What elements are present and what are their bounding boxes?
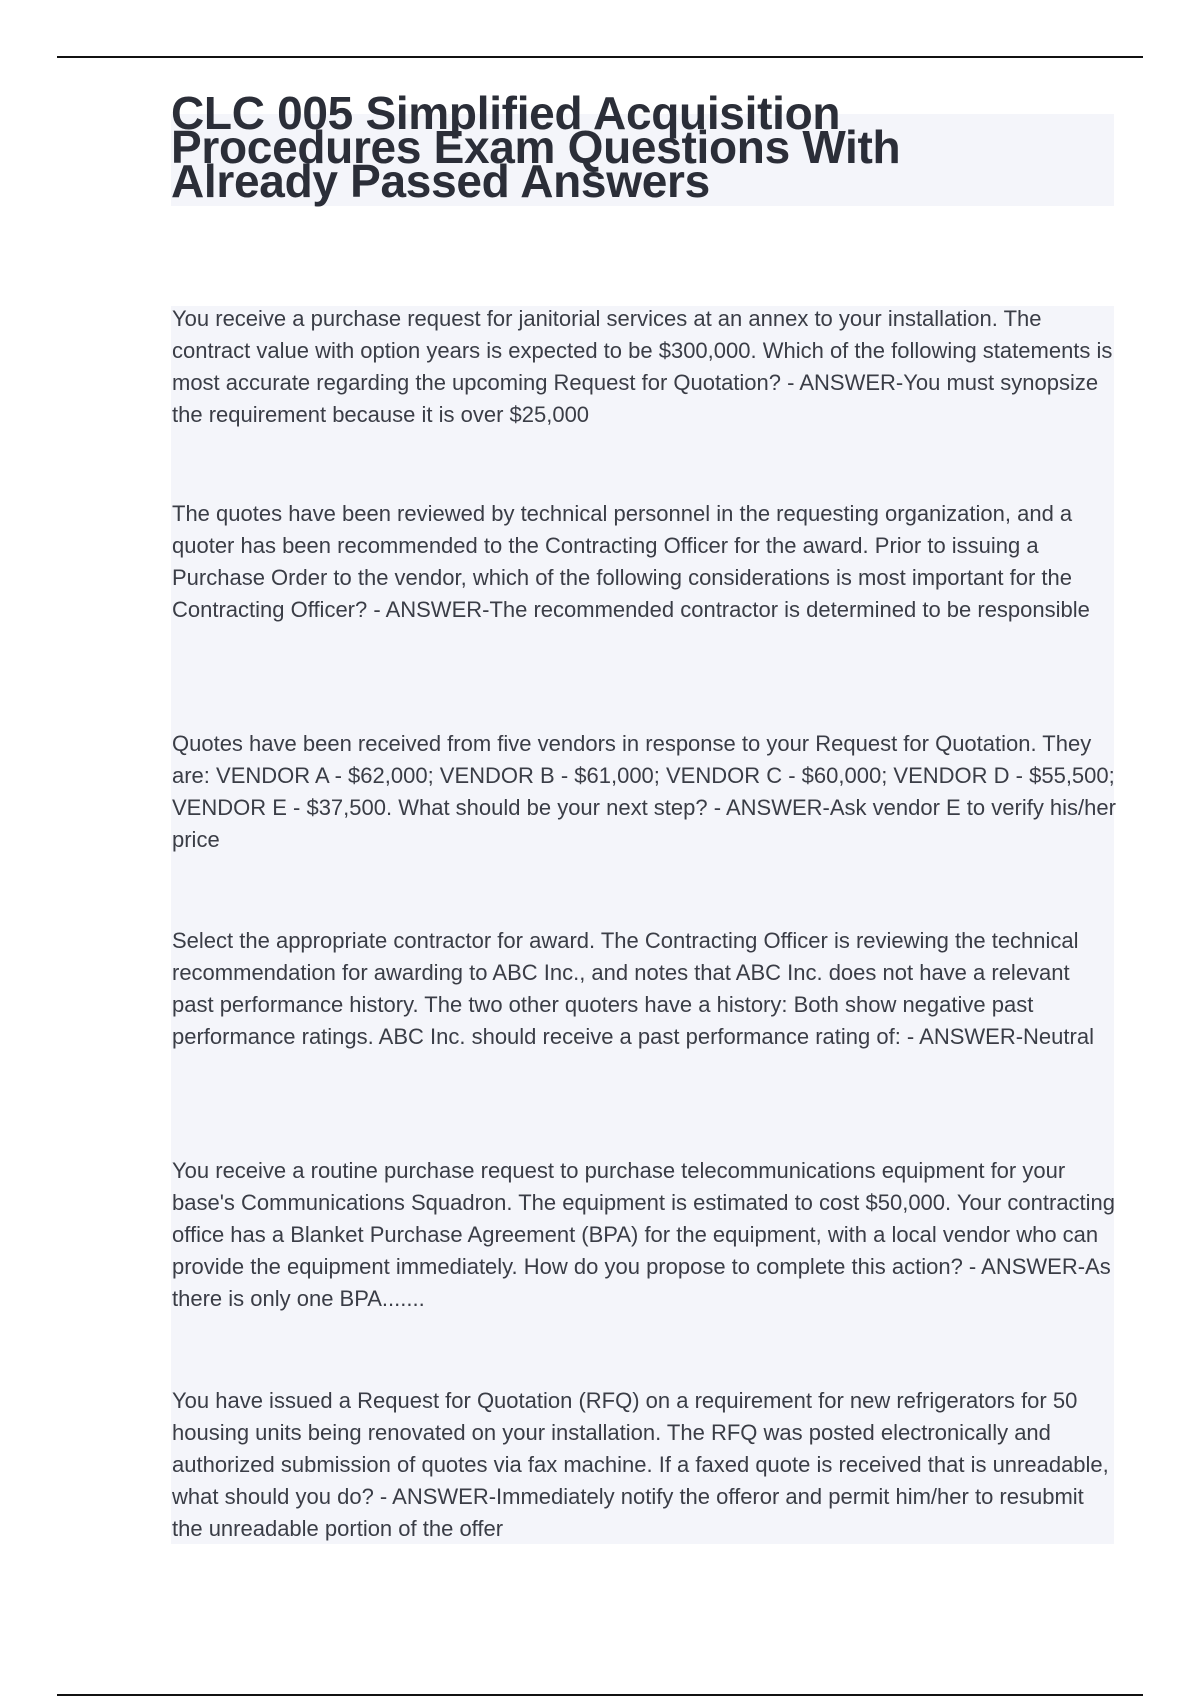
qa-item: You receive a purchase request for janitorial services at an annex to your installation. The contract value with option years is expected to be $300,000. Which of the following statements is most accurate regarding the upcoming Request for Quotation? - ANSWER-You must synopsize the requirement because it is over $25,000 xyxy=(172,306,1113,427)
qa-item: You have issued a Request for Quotation (RFQ) on a requirement for new refrigerators for 50 housing units being renovated on your installation. The RFQ was posted electronically and authorized submission of quotes via fax machine. If a faxed quote is received that is unreadable, what should you do? - ANSWER-Immediately notify the offeror and permit him/her to resubmit the unreadable portion of the offer xyxy=(172,1388,1109,1541)
document-title: CLC 005 Simplified Acquisition Procedures Exam Questions With Already Passed Answers xyxy=(171,87,901,207)
qa-item: Select the appropriate contractor for award. The Contracting Officer is reviewing the technical recommendation for awarding to ABC Inc., and notes that ABC Inc. does not have a relevant past performance history. The two other quoters have a history: Both show negative past performance ratings. ABC Inc. should receive a past performance rating of: - ANSWER-Neutral xyxy=(172,928,1094,1049)
qa-item: You receive a routine purchase request to purchase telecommunications equipment for your base's Communications Squadron. The equipment is estimated to cost $50,000. Your contracting office has a Blanket Purchase Agreement (BPA) for the equipment, with a local vendor who can provide the equipment immediately. How do you propose to complete this action? - ANSWER-As there is only one BPA....... xyxy=(172,1158,1116,1311)
top-rule xyxy=(57,56,1143,58)
bottom-rule xyxy=(57,1694,1143,1696)
qa-item: Quotes have been received from five vendors in response to your Request for Quotation. They are: VENDOR A - $62,000; VENDOR B - $61,000; VENDOR C - $60,000; VENDOR D - $55,500; VENDOR E - $37,500. What should be your next step? - ANSWER-Ask vendor E to verify his/her price xyxy=(172,731,1116,852)
qa-item: The quotes have been reviewed by technical personnel in the requesting organization, and a quoter has been recommended to the Contracting Officer for the award. Prior to issuing a Purchase Order to the vendor, which of the following considerations is most important for the Contracting Officer? - ANSWER-The recommended contractor is determined to be responsible xyxy=(172,501,1090,622)
